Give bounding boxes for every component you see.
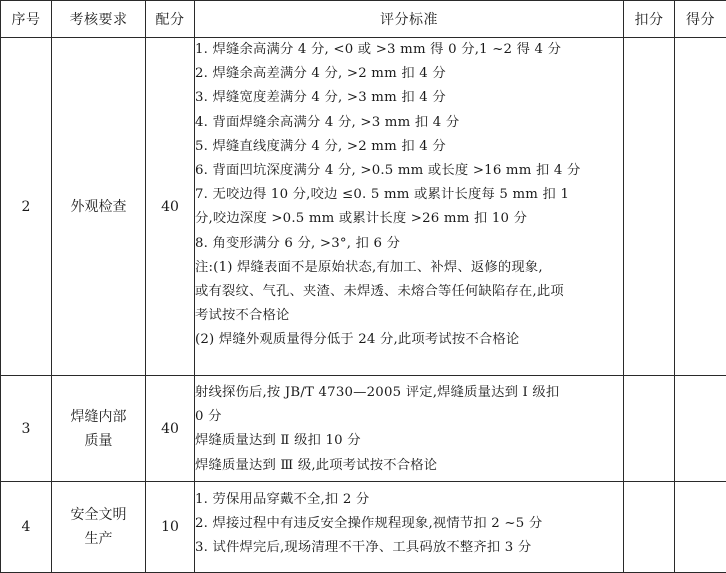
row-points: 10 [146, 482, 195, 573]
row-requirement [52, 482, 146, 573]
requirement-text: 安全文明生产 [70, 507, 127, 547]
header-requirement: 考核要求 [52, 1, 146, 38]
criteria-line: 3. 试件焊完后,现场清理不干净、工具码放不整齐扣 3 分 [195, 540, 532, 556]
row-criteria [195, 376, 624, 482]
row-deduction-cell[interactable] [624, 376, 675, 482]
header-num: 序号 [1, 1, 52, 38]
criteria-line: 7. 无咬边得 10 分,咬边 ≤0. 5 mm 或累计长度每 5 mm 扣 1 [195, 187, 570, 203]
header-score: 得分 [675, 1, 726, 38]
table-row [1, 482, 726, 573]
requirement-text: 外观检查 [70, 198, 127, 215]
criteria-line: 6. 背面凹坑深度满分 4 分, >0.5 mm 或长度 >16 mm 扣 4 分 [195, 163, 581, 179]
row-criteria [195, 38, 624, 376]
row-deduction-cell[interactable] [624, 38, 675, 376]
header-row [1, 1, 726, 38]
criteria-line: 0 分 [195, 409, 222, 425]
criteria-line: 2. 焊缝余高差满分 4 分, >2 mm 扣 4 分 [195, 66, 446, 82]
row-score-cell[interactable] [675, 38, 726, 376]
criteria-line: 焊缝质量达到 Ⅱ 级扣 10 分 [195, 433, 361, 449]
criteria-note-line: 注:(1) 焊缝表面不是原始状态,有加工、补焊、返修的现象, [195, 259, 543, 275]
criteria-line: 射线探伤后,按 JB/T 4730—2005 评定,焊缝质量达到 Ⅰ 级扣 [195, 385, 560, 400]
row-criteria [195, 482, 624, 573]
criteria-line: 2. 焊接过程中有违反安全操作规程现象,视情节扣 2 ~5 分 [195, 516, 543, 532]
row-number: 4 [1, 482, 52, 573]
row-requirement [52, 38, 146, 376]
criteria-line: 4. 背面焊缝余高满分 4 分, >3 mm 扣 4 分 [195, 114, 460, 130]
header-deduction: 扣分 [624, 1, 675, 38]
row-points: 40 [146, 38, 195, 376]
row-score-cell[interactable] [675, 376, 726, 482]
requirement-text: 焊缝内部质量 [70, 408, 127, 449]
criteria-line: 3. 焊缝宽度差满分 4 分, >3 mm 扣 4 分 [195, 90, 446, 106]
criteria-line: 8. 角变形满分 6 分, >3°, 扣 6 分 [195, 235, 401, 251]
row-requirement [52, 376, 146, 482]
criteria-line: 1. 劳保用品穿戴不全,扣 2 分 [195, 492, 370, 507]
criteria-note-line: 或有裂纹、气孔、夹渣、未焊透、未熔合等任何缺陷存在,此项 [195, 284, 564, 300]
row-score-cell[interactable] [675, 482, 726, 573]
criteria-line: 5. 焊缝直线度满分 4 分, >2 mm 扣 4 分 [195, 138, 446, 154]
criteria-line: 分,咬边深度 >0.5 mm 或累计长度 >26 mm 扣 10 分 [195, 211, 528, 227]
header-points: 配分 [146, 1, 195, 38]
table-row [1, 376, 726, 482]
row-number: 2 [1, 38, 52, 376]
row-points: 40 [146, 376, 195, 482]
row-number: 3 [1, 376, 52, 482]
table-row [1, 38, 726, 376]
header-criteria: 评分标准 [195, 1, 624, 38]
row-deduction-cell[interactable] [624, 482, 675, 573]
criteria-line: 1. 焊缝余高满分 4 分, <0 或 >3 mm 得 0 分,1 ~2 得 4 分 [195, 42, 562, 57]
criteria-line: 焊缝质量达到 Ⅲ 级,此项考试按不合格论 [195, 457, 438, 473]
criteria-note-line: 考试按不合格论 [195, 308, 290, 324]
criteria-note-line: (2) 焊缝外观质量得分低于 24 分,此项考试按不合格论 [195, 332, 520, 348]
